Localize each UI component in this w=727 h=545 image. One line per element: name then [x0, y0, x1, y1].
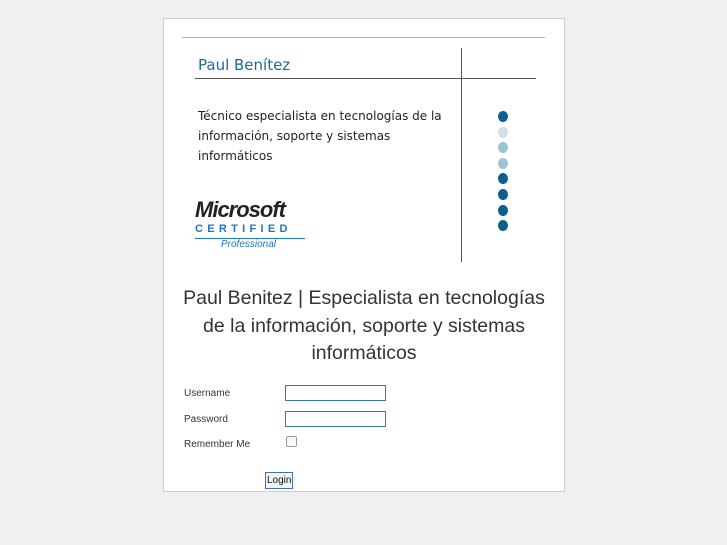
login-button[interactable]: Login [265, 472, 293, 489]
login-form [184, 385, 544, 462]
dot-icon [498, 111, 508, 122]
password-row [184, 411, 544, 437]
login-card [163, 18, 565, 492]
vertical-divider [461, 48, 462, 262]
decorative-dots [498, 111, 510, 236]
password-label: Password [184, 413, 228, 425]
brand-name: Paul Benítez [198, 56, 291, 74]
logo-certified: CERTIFIED [195, 223, 292, 235]
tagline: Técnico especialista en tecnologías de la información, soporte y sistemas informáticos [198, 109, 442, 163]
dot-icon [498, 158, 508, 169]
dot-icon [498, 142, 508, 153]
remember-row [184, 436, 544, 462]
remember-label: Remember Me [184, 439, 251, 450]
dot-icon [498, 189, 508, 200]
header-banner [164, 19, 564, 269]
username-input[interactable] [285, 385, 386, 401]
dot-icon [498, 127, 508, 138]
password-input[interactable] [285, 411, 386, 427]
username-row [184, 385, 544, 411]
logo-brand: Microsoft [195, 197, 285, 222]
remember-checkbox[interactable] [286, 436, 297, 447]
logo-level: Professional [221, 239, 277, 250]
brand-divider [195, 78, 536, 79]
username-label: Username [184, 388, 231, 399]
page-title: Paul Benitez | Especialista en tecnologías de la información, soporte y sistemas informáticos [183, 287, 545, 364]
dot-icon [498, 205, 508, 216]
microsoft-certified-logo [195, 199, 315, 259]
dot-icon [498, 220, 508, 231]
dot-icon [498, 173, 508, 184]
